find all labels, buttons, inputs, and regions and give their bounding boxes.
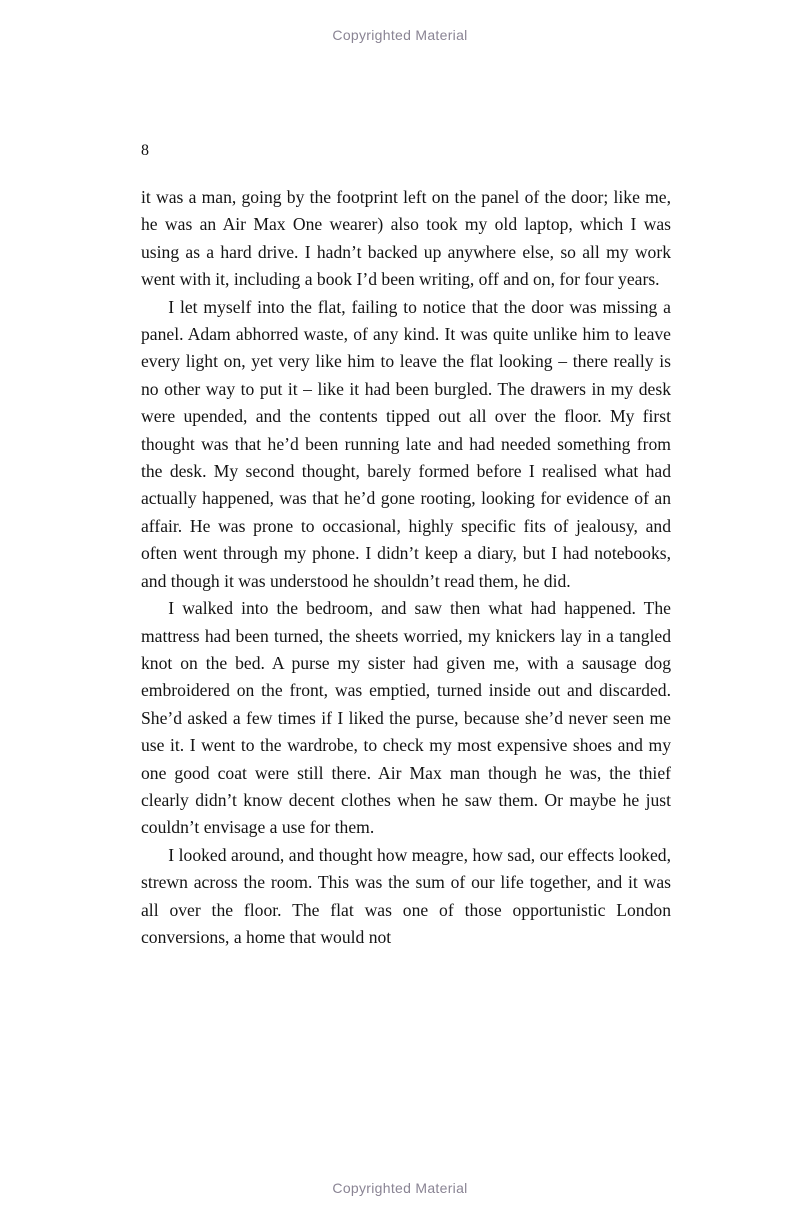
paragraph-4: I looked around, and thought how meagre, how sad, our effects looked, strewn across the room. This was the sum of our life together, and it was all over the floor. The flat was one of those opportunistic London conversions, a home that would not xyxy=(141,844,671,947)
copyright-notice-top: Copyrighted Material xyxy=(332,27,468,43)
paragraph-1: it was a man, going by the footprint left on the panel of the door; like me, he was an Air Max One wearer) also took my old laptop, which I was using as a hard drive. I hadn’t backed up anywhere else, so all my work went with it, including a book I’d been writing, off and on, for four years. xyxy=(141,187,671,290)
paragraph-3: I walked into the bedroom, and saw then what had happened. The mattress had been turned, the sheets worried, my knickers lay in a tangled knot on the bed. A purse my sister had given me, with a sausage dog embroidered on the front, was emptied, turned inside out and discarded. She’d asked a few times if I liked the purse, because she’d never seen me use it. I went to the wardrobe, to check my most expensive shoes and my one good coat were still there. Air Max man though he was, the thief clearly didn’t know decent clothes when he saw them. Or maybe he just couldn’t envisage a use for them. xyxy=(141,598,671,838)
page-number: 8 xyxy=(141,142,149,159)
page-content xyxy=(141,142,671,951)
paragraph-2: I let myself into the flat, failing to notice that the door was missing a panel. Adam abhorred waste, of any kind. It was quite unlike him to leave every light on, yet very like him to leave the flat looking – there really is no other way to put it – like it had been burgled. The drawers in my desk were upended, and the contents tipped out all over the floor. My first thought was that he’d been running late and had needed something from the desk. My second thought, barely formed before I realised what had actually happened, was that he’d gone rooting, looking for evidence of an affair. He was prone to occasional, highly specific fits of jealousy, and often went through my phone. I didn’t keep a diary, but I had notebooks, and though it was understood he shouldn’t read them, he did. xyxy=(141,296,671,591)
copyright-notice-bottom: Copyrighted Material xyxy=(332,1180,468,1196)
